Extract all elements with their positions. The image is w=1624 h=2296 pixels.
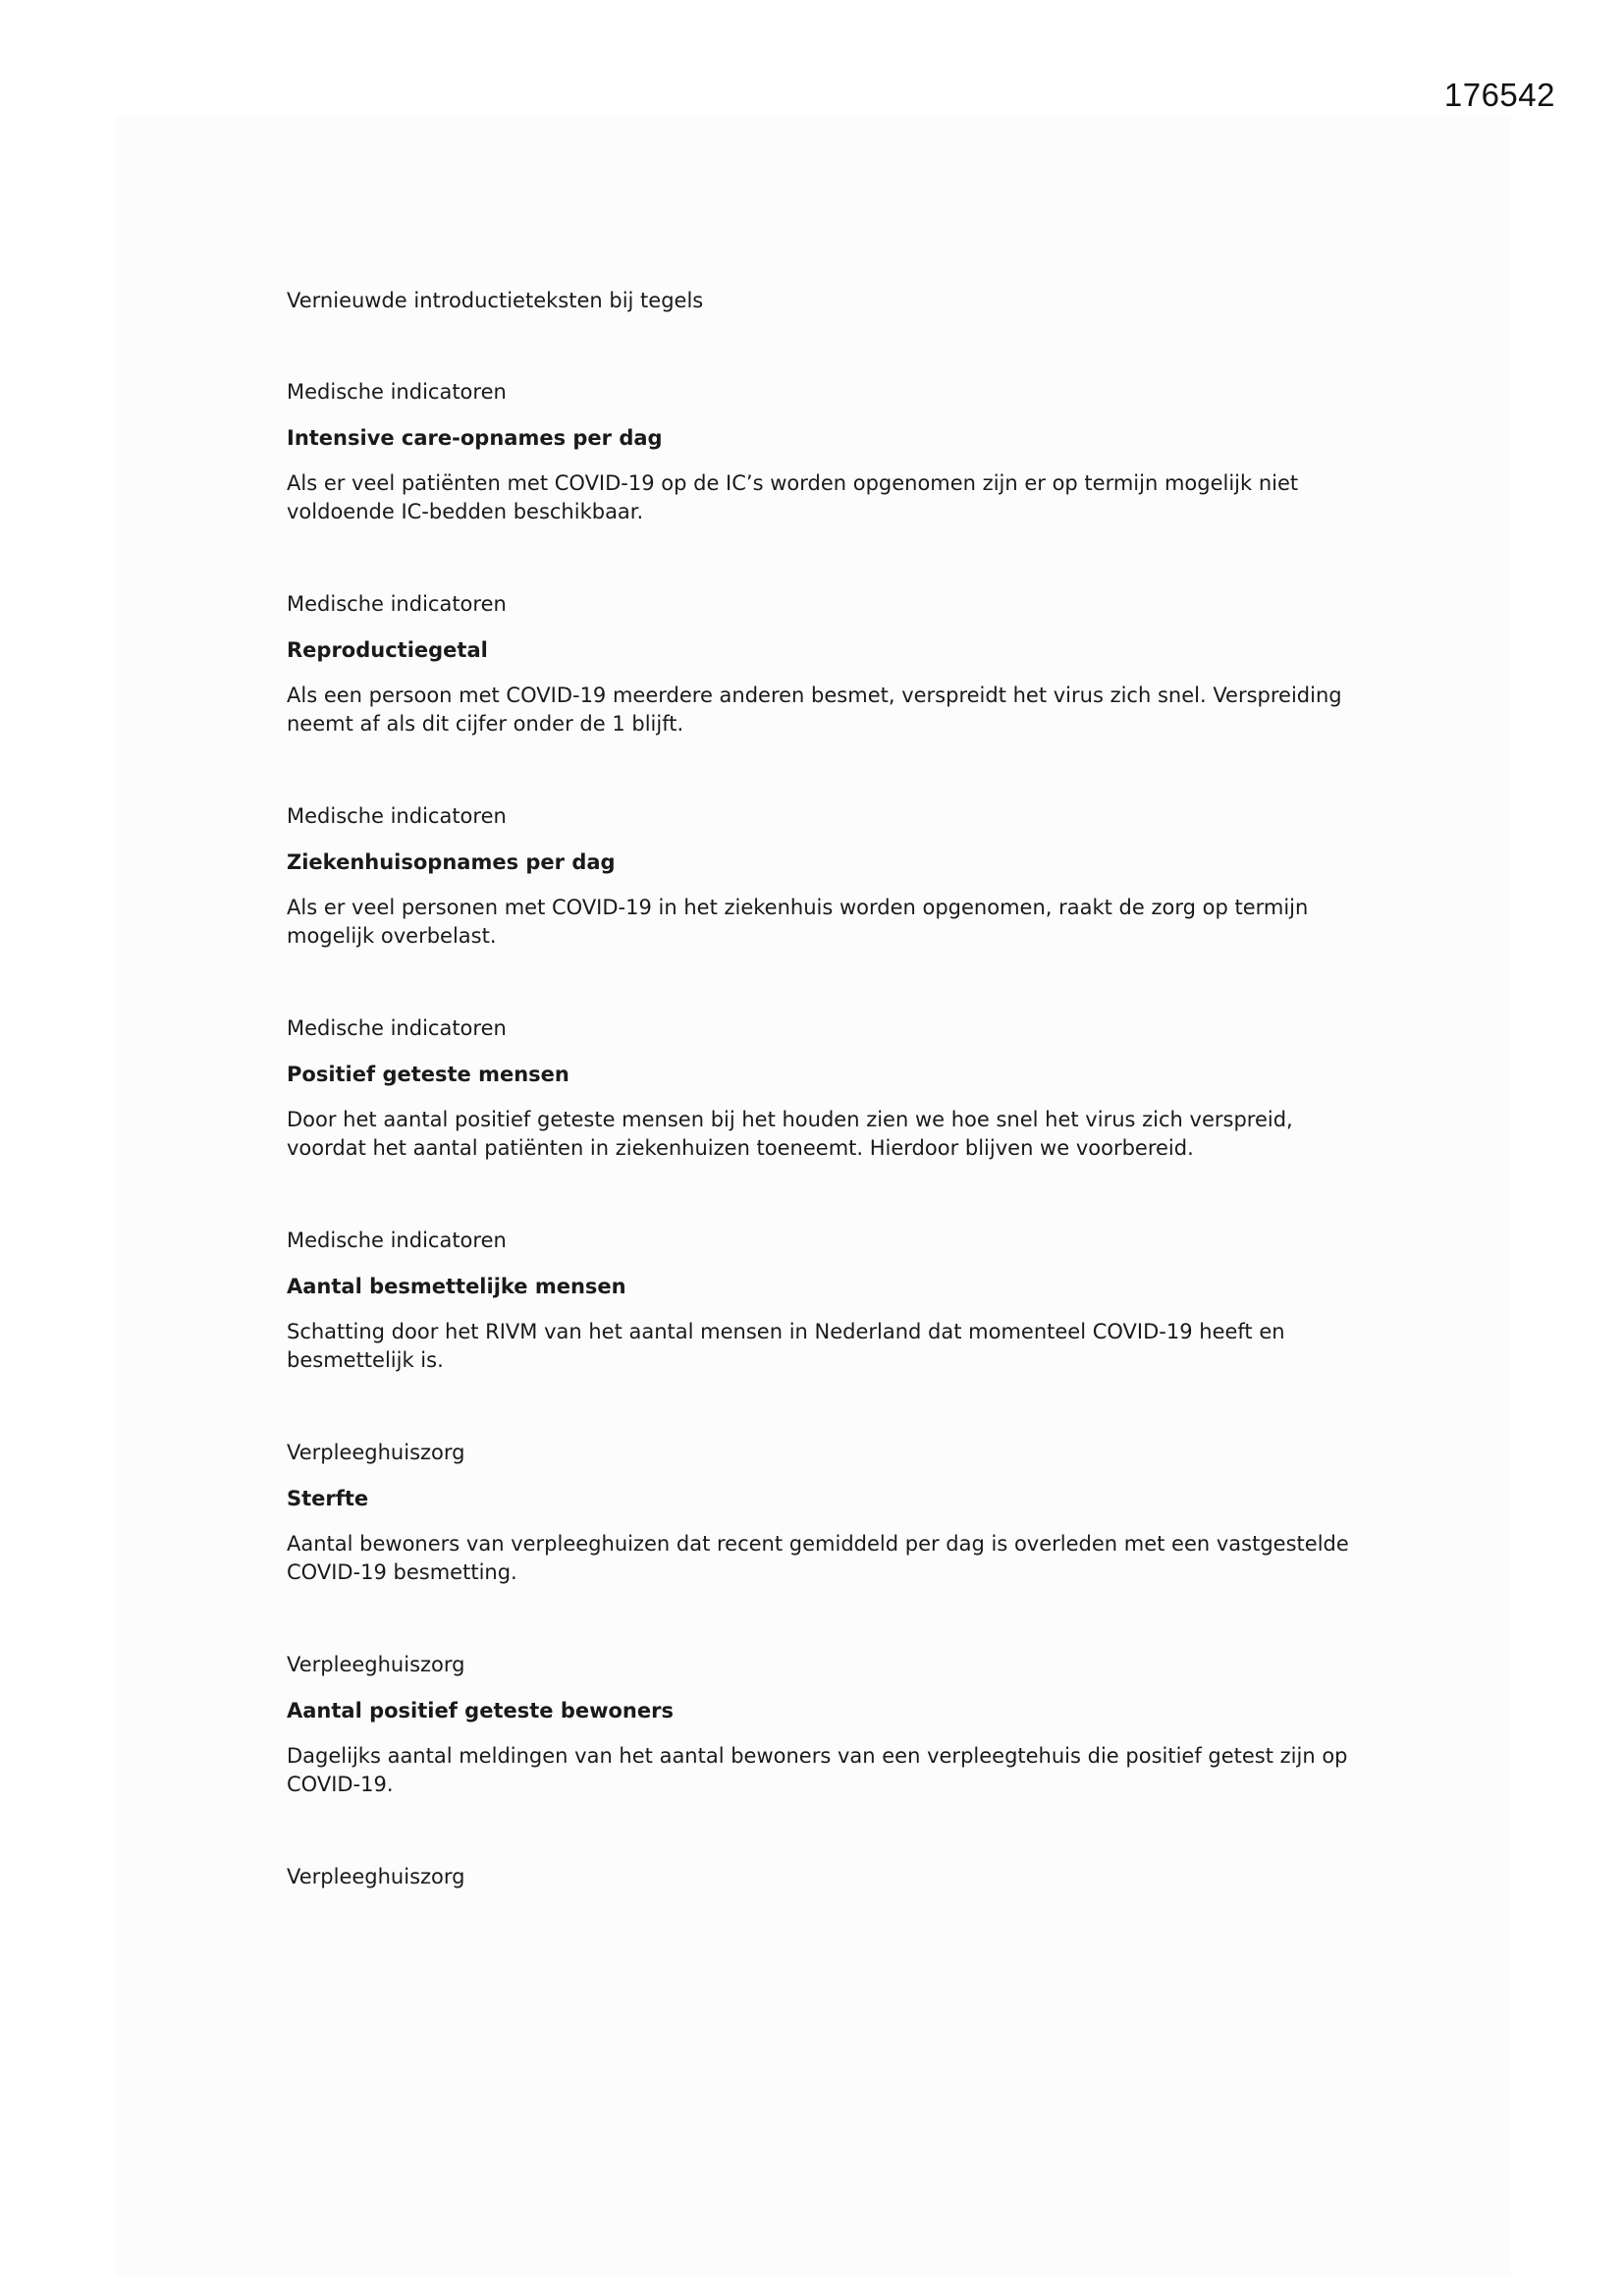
section-category: Medische indicatoren [287,380,507,404]
document-content [287,285,1367,1954]
section-category: Medische indicatoren [287,1016,507,1040]
section-category: Medische indicatoren [287,592,507,616]
tile-section-positive-residents [287,1649,1367,1799]
document-number: 176542 [1443,77,1555,113]
section-text: Als er veel personen met COVID-19 in het ziekenhuis worden opgenomen, raakt de zorg op termijn mogelijk overbelast. [287,896,1309,948]
section-text: Dagelijks aantal meldingen van het aantal bewoners van een verpleegtehuis die positief getest zijn op COVID-19. [287,1744,1348,1796]
section-category: Verpleeghuiszorg [287,1653,465,1676]
tile-section-nursing-home-deaths [287,1437,1367,1587]
section-title: Sterfte [287,1487,369,1510]
section-text: Door het aantal positief geteste mensen bij het houden zien we hoe snel het virus zich verspreid, voordat het aantal patiënten in ziekenhuizen toeneemt. Hierdoor blijven we voorbereid. [287,1108,1293,1160]
tile-section-ic-admissions [287,376,1367,526]
tile-section-reproduction-number [287,588,1367,738]
section-category: Verpleeghuiszorg [287,1865,465,1888]
section-title: Intensive care-opnames per dag [287,426,663,450]
section-category: Medische indicatoren [287,804,507,828]
section-category: Medische indicatoren [287,1229,507,1252]
section-category: Verpleeghuiszorg [287,1441,465,1464]
section-title: Positief geteste mensen [287,1063,569,1086]
section-text: Aantal bewoners van verpleeghuizen dat recent gemiddeld per dag is overleden met een vastgestelde COVID-19 besmetting. [287,1532,1349,1584]
tile-section-positive-tests [287,1012,1367,1163]
tile-section-nursing-home-continued [287,1861,1367,1892]
tile-section-infectious-people [287,1225,1367,1375]
section-text: Schatting door het RIVM van het aantal mensen in Nederland dat momenteel COVID-19 heeft en besmettelijk is. [287,1320,1285,1372]
section-title: Aantal positief geteste bewoners [287,1699,674,1722]
section-text: Als er veel patiënten met COVID-19 op de IC’s worden opgenomen zijn er op termijn mogelijk niet voldoende IC-bedden beschikbaar. [287,471,1299,523]
section-title: Ziekenhuisopnames per dag [287,850,616,874]
intro-title: Vernieuwde introductieteksten bij tegels [287,289,704,312]
section-title: Aantal besmettelijke mensen [287,1275,626,1298]
section-title: Reproductiegetal [287,638,488,662]
section-text: Als een persoon met COVID-19 meerdere anderen besmet, verspreidt het virus zich snel. Verspreiding neemt af als dit cijfer onder de 1 blijft. [287,683,1342,736]
tile-section-hospital-admissions [287,800,1367,951]
